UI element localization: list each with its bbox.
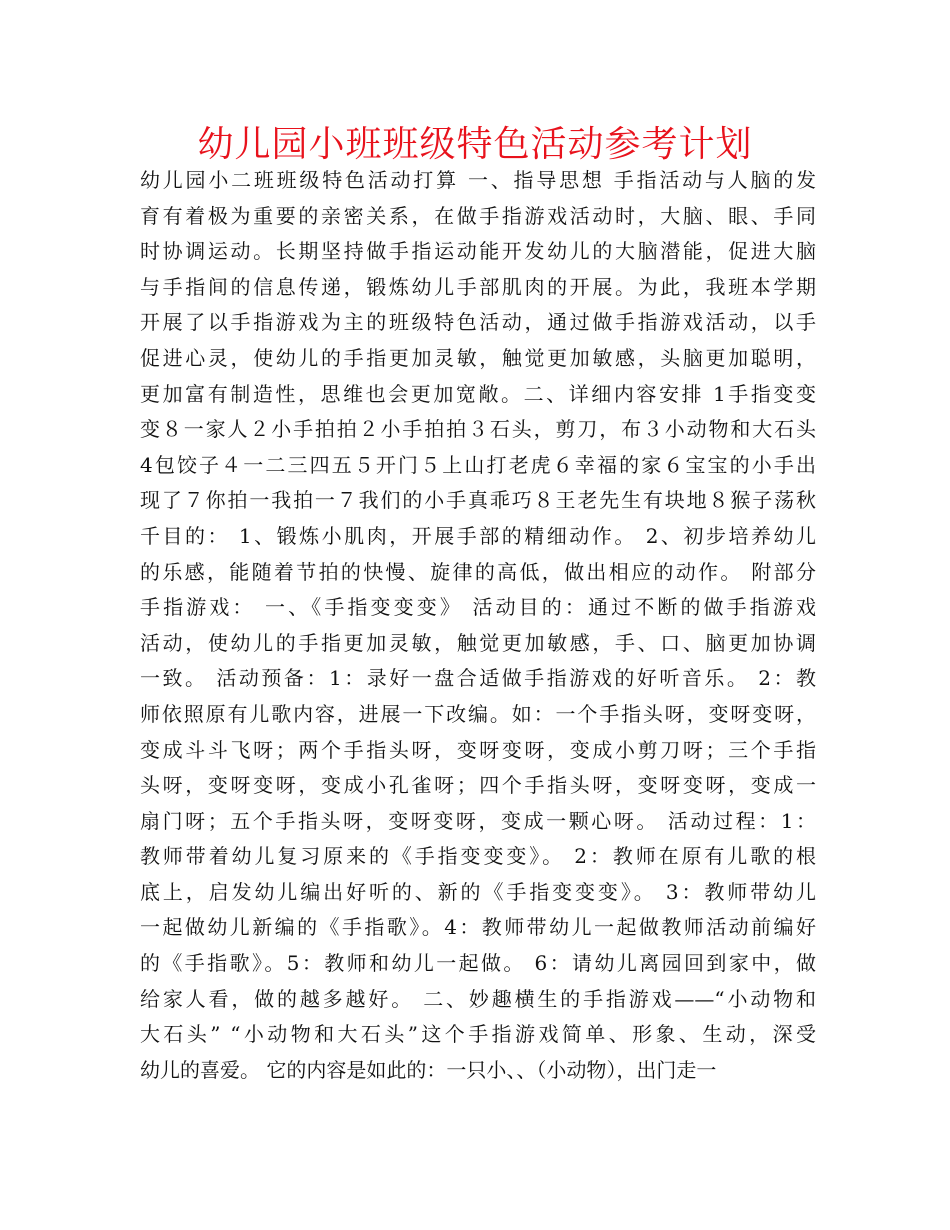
body-line: 时协调运动。长期坚持做手指运动能开发幼儿的大脑潜能，促进大脑 [140, 239, 816, 264]
body-line: 幼儿的喜爱。 它的内容是如此的：一只小、、（小动物），出门走一 [140, 1057, 717, 1082]
document-body [140, 163, 816, 1088]
body-line: 4包饺子４一二三四五５开门５上山打老虎６幸福的家６宝宝的小手出 [140, 452, 816, 477]
body-line: 与手指间的信息传递，锻炼幼儿手部肌肉的开展。为此，我班本学期 [140, 274, 816, 299]
body-line: 一致。 活动预备：1：录好一盘合适做手指游戏的好听音乐。 2：教 [140, 666, 816, 691]
body-line: 活动，使幼儿的手指更加灵敏，触觉更加敏感，手、口、脑更加协调 [140, 630, 816, 655]
body-line: 大石头” “小动物和大石头”这个手指游戏简单、形象、生动，深受 [140, 1022, 816, 1047]
body-line: 育有着极为重要的亲密关系，在做手指游戏活动时，大脑、眼、手同 [140, 203, 816, 228]
body-line: 千目的： 1、锻炼小肌肉，开展手部的精细动作。 2、初步培养幼儿 [140, 523, 816, 548]
body-line: 底上，启发幼儿编出好听的、新的《手指变变变》。 3：教师带幼儿 [140, 879, 816, 904]
body-line: 教师带着幼儿复习原来的《手指变变变》。 2：教师在原有儿歌的根 [140, 844, 816, 869]
body-line: 的乐感，能随着节拍的快慢、旋律的高低，做出相应的动作。 附部分 [140, 559, 816, 584]
body-line: 师依照原有儿歌内容，进展一下改编。如：一个手指头呀，变呀变呀， [140, 701, 816, 726]
body-line: 手指游戏： 一、《手指变变变》 活动目的：通过不断的做手指游戏 [140, 595, 816, 620]
body-line: 幼儿园小二班班级特色活动打算 一、指导思想 手指活动与人脑的发 [140, 168, 816, 192]
body-line: 一起做幼儿新编的《手指歌》。4：教师带幼儿一起做教师活动前编好 [140, 915, 816, 940]
body-line: 变成斗斗飞呀；两个手指头呀，变呀变呀，变成小剪刀呀；三个手指 [140, 737, 816, 762]
body-line: 现了７你拍一我拍一７我们的小手真乖巧８王老先生有块地８猴子荡秋 [140, 488, 816, 513]
body-line: 开展了以手指游戏为主的班级特色活动，通过做手指游戏活动，以手 [140, 310, 816, 335]
body-line: 更加富有制造性，思维也会更加宽敞。二、详细内容安排 1手指变变 [140, 381, 816, 406]
body-line: 给家人看，做的越多越好。 二、妙趣横生的手指游戏——“小动物和 [140, 986, 816, 1011]
body-line: 变８一家人２小手拍拍２小手拍拍３石头，剪刀，布３小动物和大石头 [140, 417, 816, 442]
body-line: 促进心灵，使幼儿的手指更加灵敏，触觉更加敏感，头脑更加聪明， [140, 345, 816, 370]
document-title: 幼儿园小班班级特色活动参考计划 [197, 124, 753, 165]
body-line: 扇门呀；五个手指头呀，变呀变呀，变成一颗心呀。 活动过程：1： [140, 808, 816, 833]
body-line: 头呀，变呀变呀，变成小孔雀呀；四个手指头呀，变呀变呀，变成一 [140, 773, 816, 798]
body-line: 的《手指歌》。5：教师和幼儿一起做。 6：请幼儿离园回到家中，做 [140, 951, 816, 976]
